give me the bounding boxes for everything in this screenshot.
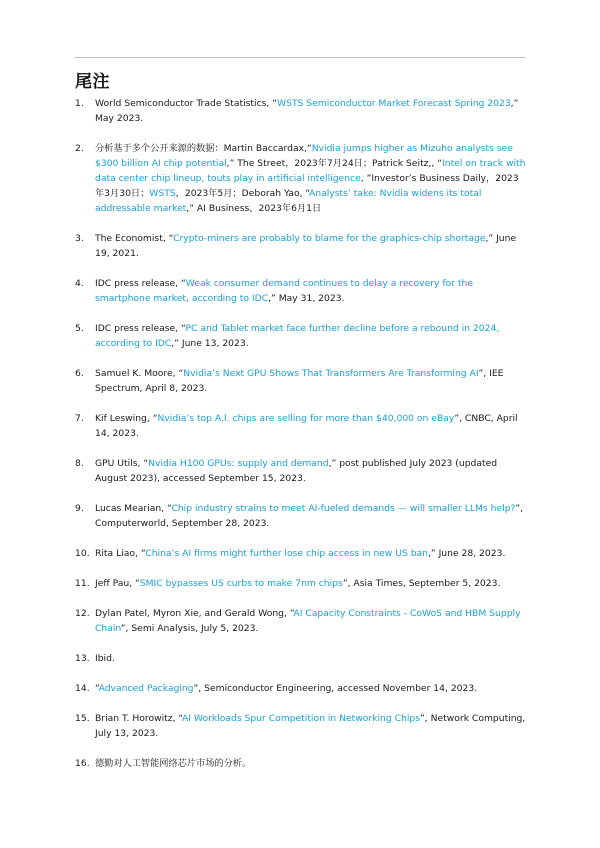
endnote-item (75, 141, 527, 216)
citation-link[interactable]: WSTS (149, 188, 176, 199)
citation-link[interactable]: Intel on track with data center chip lineup, touts play in artificial intelligence (95, 158, 526, 184)
endnote-item (75, 96, 527, 126)
endnote-text (95, 683, 477, 694)
citation-text: Kif Leswing, “ (95, 413, 158, 424)
citation-text: ,” post published July 2023 (updated August 2023), accessed September 15, 2023. (95, 458, 498, 484)
endnote-number: 1. (75, 98, 84, 109)
endnote-item (75, 501, 527, 531)
endnote-number: 11. (75, 578, 90, 589)
endnote-number: 16. (75, 758, 90, 769)
citation-text: ,” May 31, 2023. (268, 293, 345, 304)
citation-text: Lucas Mearian, “ (95, 503, 172, 514)
endnote-number: 13. (75, 653, 90, 664)
citation-text: ”, CNBC, April 14, 2023. (95, 413, 518, 439)
endnote-text (95, 98, 518, 124)
citation-text: IDC press release, “ (95, 323, 186, 334)
endnote-text (95, 758, 251, 769)
endnote-number: 10. (75, 548, 90, 559)
endnote-item (75, 576, 527, 591)
endnote-text (95, 458, 497, 484)
endnote-number: 9. (75, 503, 84, 514)
citation-text: ”, Network Computing, July 13, 2023. (95, 713, 526, 739)
citation-text: Brian T. Horowitz, “ (95, 713, 182, 724)
endnote-item (75, 606, 527, 636)
endnote-item (75, 546, 527, 561)
citation-text: ，2023年5月；Deborah Yao, “ (175, 188, 309, 199)
endnote-item (75, 366, 527, 396)
citation-text: Jeff Pau, “ (95, 578, 140, 589)
endnote-text (95, 503, 523, 529)
citation-link[interactable]: SMIC bypasses US curbs to make 7nm chips (139, 578, 343, 589)
citation-link[interactable]: Crypto-miners are probably to blame for the graphics-chip shortage (173, 233, 486, 244)
citation-link[interactable]: AI Capacity Constraints - CoWoS and HBM Supply Chain (95, 608, 521, 634)
endnote-item (75, 456, 527, 486)
citation-link[interactable]: Advanced Packaging (98, 683, 194, 694)
page-title: 尾注 (75, 72, 110, 92)
endnote-number: 15. (75, 713, 90, 724)
citation-text: ”, IEE Spectrum, April 8, 2023. (95, 368, 504, 394)
endnote-text (95, 323, 499, 349)
endnote-text (95, 653, 115, 664)
citation-text: ,” June 19, 2021. (95, 233, 517, 259)
citation-text: Samuel K. Moore, “ (95, 368, 184, 379)
endnote-text (95, 413, 518, 439)
citation-text: ,” The Street，2023年7月24日；Patrick Seitz,, “ (226, 158, 443, 169)
endnote-text (95, 278, 473, 304)
endnote-item (75, 681, 527, 696)
citation-text: ”, Computerworld, September 28, 2023. (95, 503, 524, 529)
citation-link[interactable]: Nvidia’s top A.I. chips are selling for more than $40,000 on eBay (157, 413, 455, 424)
citation-link[interactable]: Chip industry strains to meet AI-fueled demands — will smaller LLMs help? (171, 503, 516, 514)
citation-text: Dylan Patel, Myron Xie, and Gerald Wong, “ (95, 608, 294, 619)
citation-text: ,” June 13, 2023. (171, 338, 249, 349)
citation-text: 德勤对人工智能网络芯片市场的分析。 (95, 758, 252, 769)
endnote-item (75, 411, 527, 441)
citation-text: Rita Liao, “ (95, 548, 146, 559)
citation-link[interactable]: Nvidia H100 GPUs: supply and demand (148, 458, 329, 469)
endnote-number: 12. (75, 608, 90, 619)
citation-link[interactable]: China’s AI firms might further lose chip access in new US ban (145, 548, 428, 559)
citation-text: 分析基于多个公开来源的数据：Martin Baccardax,“ (95, 143, 312, 154)
endnote-number: 2. (75, 143, 84, 154)
citation-link[interactable]: WSTS Semiconductor Market Forecast Spring 2023 (277, 98, 511, 109)
citation-text: IDC press release, “ (95, 278, 186, 289)
citation-link[interactable]: Analysts’ take: Nvidia widens its total addressable market (95, 188, 482, 214)
endnote-text (95, 368, 503, 394)
citation-text: Ibid. (95, 653, 115, 664)
endnote-item (75, 651, 527, 666)
endnote-number: 3. (75, 233, 84, 244)
endnote-item (75, 756, 527, 771)
citation-text: “ (95, 683, 99, 694)
citation-text: ,” AI Business，2023年6月1日 (186, 203, 322, 214)
citation-link[interactable]: Weak consumer demand continues to delay a recovery for the smartphone market, according to IDC (95, 278, 474, 304)
citation-link[interactable]: Nvidia’s Next GPU Shows That Transformers Are Transforming AI (183, 368, 479, 379)
citation-link[interactable]: AI Workloads Spur Competition in Networking Chips (182, 713, 421, 724)
citation-text: ”, Semi Analysis, July 5, 2023. (120, 623, 259, 634)
endnote-item (75, 711, 527, 741)
endnote-number: 4. (75, 278, 84, 289)
citation-link[interactable]: PC and Tablet market face further decline before a rebound in 2024, according to IDC (95, 323, 500, 349)
endnote-text (95, 143, 525, 214)
citation-link[interactable]: Nvidia jumps higher as Mizuho analysts see $300 billion AI chip potential (95, 143, 513, 169)
endnote-text (95, 548, 505, 559)
endnotes-list (75, 96, 527, 786)
endnote-number: 14. (75, 683, 90, 694)
endnote-item (75, 231, 527, 261)
citation-text: ,” May 2023. (95, 98, 519, 124)
citation-text: GPU Utils, “ (95, 458, 149, 469)
citation-text: World Semiconductor Trade Statistics, “ (95, 98, 278, 109)
endnote-number: 5. (75, 323, 84, 334)
endnote-item (75, 321, 527, 351)
citation-text: ,” June 28, 2023. (428, 548, 506, 559)
endnote-number: 6. (75, 368, 84, 379)
citation-text: ”, Semiconductor Engineering, accessed November 14, 2023. (193, 683, 478, 694)
citation-text: ”, Asia Times, September 5, 2023. (342, 578, 501, 589)
endnote-text (95, 578, 500, 589)
endnote-text (95, 608, 521, 634)
citation-text: The Economist, “ (95, 233, 174, 244)
citation-text: , ”Investor’s Business Daily，2023年3月30日； (95, 173, 519, 199)
endnote-text (95, 233, 516, 259)
endnote-text (95, 713, 525, 739)
endnote-number: 8. (75, 458, 84, 469)
endnote-number: 7. (75, 413, 84, 424)
endnote-item (75, 276, 527, 306)
header-divider (75, 57, 525, 58)
